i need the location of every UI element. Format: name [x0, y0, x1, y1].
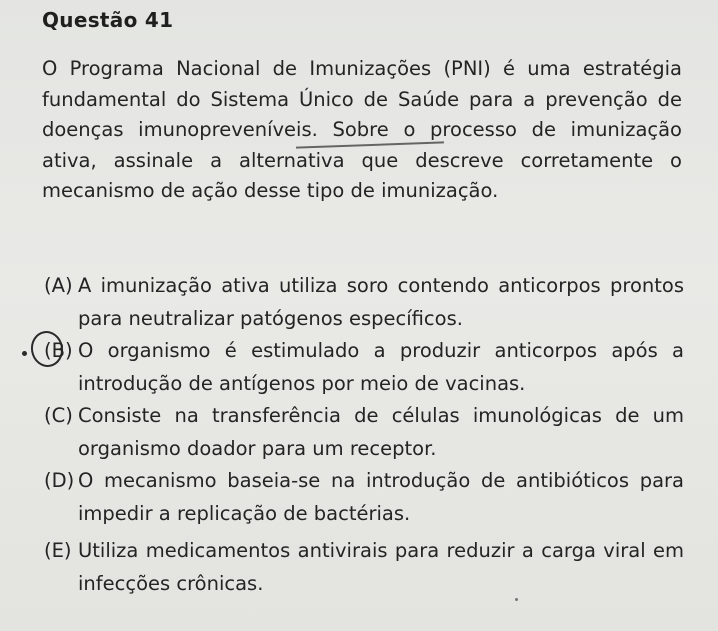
option-d[interactable]	[44, 465, 684, 530]
option-letter: (C)	[44, 404, 73, 427]
option-text: A imunização ativa utiliza soro contendo anticorpos prontos para neutralizar patógenos específicos.	[78, 274, 684, 330]
option-text: Consiste na transferência de células imunológicas de um organismo doador para um receptor.	[78, 404, 684, 460]
option-letter: (D)	[44, 469, 75, 492]
option-c[interactable]	[44, 400, 684, 465]
option-letter: (E)	[44, 539, 72, 562]
option-letter: (A)	[44, 274, 73, 297]
paper-speck	[515, 598, 518, 601]
question-stem: O Programa Nacional de Imunizações (PNI) é uma estratégia fundamental do Sistema Único de Saúde para a prevenção de doenças imunopreveníveis. Sobre o processo de imunização ativa, assinale a alternativa que descreve corretamente o mecanismo de ação desse tipo de imunização.	[42, 57, 682, 202]
option-a[interactable]	[44, 270, 684, 335]
option-b[interactable]	[44, 335, 684, 400]
option-text: O mecanismo baseia-se na introdução de antibióticos para impedir a replicação de bactérias.	[78, 469, 684, 525]
question-title: Questão 41	[42, 8, 174, 32]
option-e[interactable]	[44, 535, 684, 600]
option-letter: (B)	[44, 339, 73, 362]
option-text: Utiliza medicamentos antivirais para reduzir a carga viral em infecções crônicas.	[78, 539, 684, 595]
answer-dot-mark	[22, 351, 27, 356]
option-text: O organismo é estimulado a produzir anticorpos após a introdução de antígenos por meio de vacinas.	[78, 339, 684, 395]
